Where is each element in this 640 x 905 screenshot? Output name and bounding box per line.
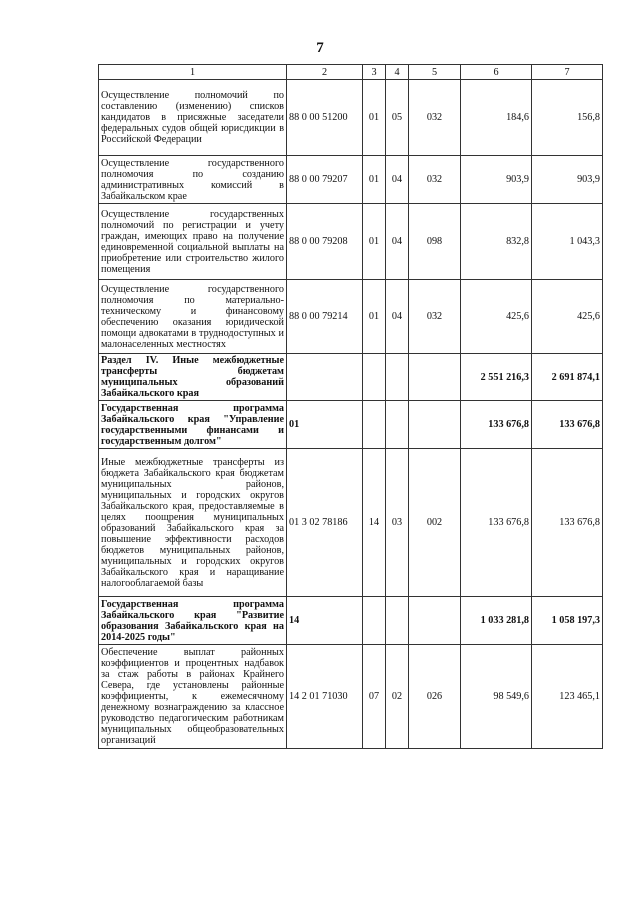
row-amount-2: 2 691 874,1 bbox=[532, 354, 603, 401]
table-row bbox=[99, 597, 603, 645]
row-amount-1: 425,6 bbox=[461, 280, 532, 354]
row-section bbox=[363, 597, 386, 645]
row-section bbox=[363, 354, 386, 401]
table-row bbox=[99, 156, 603, 204]
table-row bbox=[99, 280, 603, 354]
row-amount-2: 133 676,8 bbox=[532, 449, 603, 597]
row-amount-1: 133 676,8 bbox=[461, 449, 532, 597]
row-amount-2: 1 043,3 bbox=[532, 204, 603, 280]
row-code: 88 0 00 79207 bbox=[287, 156, 363, 204]
row-code: 01 3 02 78186 bbox=[287, 449, 363, 597]
row-expense-type bbox=[409, 401, 461, 449]
col-header-1: 1 bbox=[99, 65, 287, 80]
row-expense-type bbox=[409, 354, 461, 401]
col-header-4: 4 bbox=[386, 65, 409, 80]
page-number: 7 bbox=[316, 40, 324, 56]
row-subsection: 04 bbox=[386, 204, 409, 280]
table-row bbox=[99, 645, 603, 749]
row-amount-1: 98 549,6 bbox=[461, 645, 532, 749]
row-expense-type: 032 bbox=[409, 80, 461, 156]
row-amount-1: 133 676,8 bbox=[461, 401, 532, 449]
row-name: Осуществление полномочий по составлению (изменению) списков кандидатов в присяжные заседатели федеральных судов общей юрисдикции в Российской Федерации bbox=[99, 80, 287, 156]
row-code: 01 bbox=[287, 401, 363, 449]
row-subsection: 04 bbox=[386, 280, 409, 354]
row-subsection bbox=[386, 354, 409, 401]
row-code: 88 0 00 51200 bbox=[287, 80, 363, 156]
row-amount-1: 184,6 bbox=[461, 80, 532, 156]
row-name: Государственная программа Забайкальского края "Управление государственными финансами и государственным долгом" bbox=[99, 401, 287, 449]
row-amount-2: 156,8 bbox=[532, 80, 603, 156]
row-subsection: 04 bbox=[386, 156, 409, 204]
row-expense-type bbox=[409, 597, 461, 645]
row-name: Раздел IV. Иные межбюджетные трансферты бюджетам муниципальных образований Забайкальского края bbox=[99, 354, 287, 401]
row-section bbox=[363, 401, 386, 449]
row-amount-1: 2 551 216,3 bbox=[461, 354, 532, 401]
row-code: 88 0 00 79214 bbox=[287, 280, 363, 354]
row-section: 01 bbox=[363, 204, 386, 280]
row-expense-type: 032 bbox=[409, 156, 461, 204]
row-section: 01 bbox=[363, 80, 386, 156]
row-section: 01 bbox=[363, 156, 386, 204]
row-amount-2: 425,6 bbox=[532, 280, 603, 354]
row-name: Иные межбюджетные трансферты из бюджета Забайкальского края бюджетам муниципальных районов, муниципальных и городских округов Забайкальского края, предоставляемые в целях поощрения муниципальных образований Забайкальского края за повышение эффективности расходов бюджетов муниципальных районов, муниципальных и городских округов Забайкальского края и наращивание налогооблагаемой базы bbox=[99, 449, 287, 597]
col-header-6: 6 bbox=[461, 65, 532, 80]
row-expense-type: 098 bbox=[409, 204, 461, 280]
row-expense-type: 002 bbox=[409, 449, 461, 597]
table-row bbox=[99, 80, 603, 156]
col-header-7: 7 bbox=[532, 65, 603, 80]
row-subsection: 03 bbox=[386, 449, 409, 597]
row-name: Государственная программа Забайкальского края "Развитие образования Забайкальского края на 2014-2025 годы" bbox=[99, 597, 287, 645]
budget-table bbox=[98, 64, 603, 749]
row-section: 01 bbox=[363, 280, 386, 354]
row-name: Осуществление государственного полномочия по материально-техническому и финансовому обеспечению оказания юридической помощи адвокатами в труднодоступных и малонаселенных местностях bbox=[99, 280, 287, 354]
row-name: Осуществление государственного полномочия по созданию административных комиссий в Забайкальском крае bbox=[99, 156, 287, 204]
row-section: 14 bbox=[363, 449, 386, 597]
row-amount-2: 903,9 bbox=[532, 156, 603, 204]
table-row bbox=[99, 449, 603, 597]
table-row bbox=[99, 401, 603, 449]
row-name: Обеспечение выплат районных коэффициентов и процентных надбавок за стаж работы в районах Крайнего Севера, где установлены районные коэффициенты, к ежемесячному денежному вознаграждению за классное руководство педагогическим работникам муниципальных общеобразовательных организаций bbox=[99, 645, 287, 749]
col-header-3: 3 bbox=[363, 65, 386, 80]
row-subsection bbox=[386, 401, 409, 449]
row-amount-2: 1 058 197,3 bbox=[532, 597, 603, 645]
table-row bbox=[99, 204, 603, 280]
row-amount-1: 1 033 281,8 bbox=[461, 597, 532, 645]
row-code bbox=[287, 354, 363, 401]
row-amount-2: 123 465,1 bbox=[532, 645, 603, 749]
row-subsection: 05 bbox=[386, 80, 409, 156]
row-name: Осуществление государственных полномочий по регистрации и учету граждан, имеющих право на получение единовременной социальной выплаты на приобретение или строительство жилого помещения bbox=[99, 204, 287, 280]
row-subsection: 02 bbox=[386, 645, 409, 749]
row-code: 14 2 01 71030 bbox=[287, 645, 363, 749]
col-header-2: 2 bbox=[287, 65, 363, 80]
row-subsection bbox=[386, 597, 409, 645]
col-header-5: 5 bbox=[409, 65, 461, 80]
header-row bbox=[99, 65, 603, 80]
row-amount-1: 832,8 bbox=[461, 204, 532, 280]
row-amount-1: 903,9 bbox=[461, 156, 532, 204]
row-amount-2: 133 676,8 bbox=[532, 401, 603, 449]
row-section: 07 bbox=[363, 645, 386, 749]
row-code: 88 0 00 79208 bbox=[287, 204, 363, 280]
row-code: 14 bbox=[287, 597, 363, 645]
row-expense-type: 026 bbox=[409, 645, 461, 749]
row-expense-type: 032 bbox=[409, 280, 461, 354]
table-row bbox=[99, 354, 603, 401]
